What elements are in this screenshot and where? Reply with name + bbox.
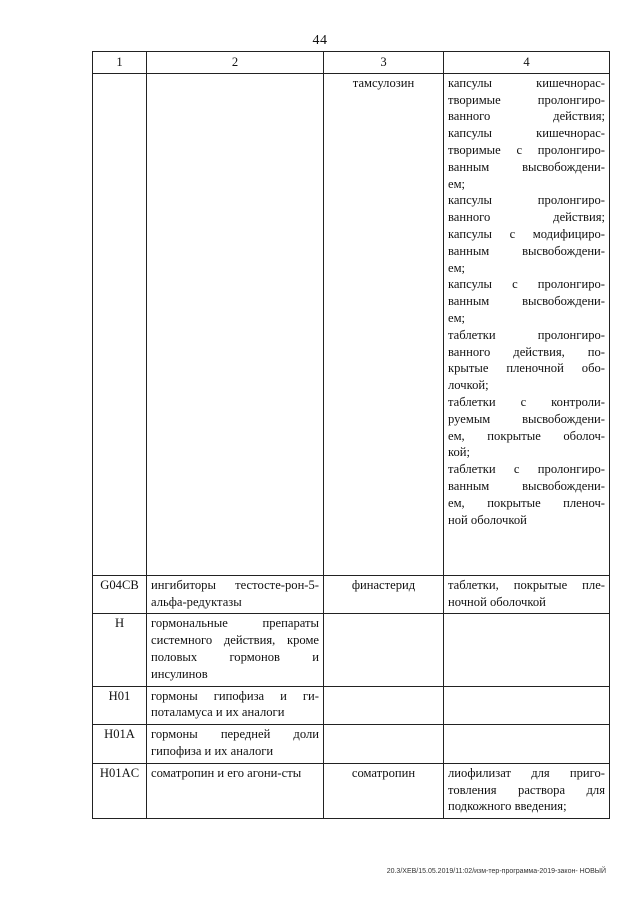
dosage-form-line: таблетки, покрытые пле- [448,577,605,592]
dosage-form-line: ванным высвобождени- [448,294,605,309]
table-row [93,763,610,818]
dosage-form-line: руемым высвобождени- [448,411,605,426]
header-col-2: 2 [147,52,324,74]
dosage-forms-cell [444,614,610,686]
dosage-form-line: капсулы пролонгиро- [448,193,605,208]
atc-code-cell: H01 [93,686,147,725]
drug-name-cell: финастерид [324,575,444,614]
dosage-form-line: капсулы кишечнорас- [448,126,605,141]
anatomic-group-cell: ингибиторы тестосте-рон-5-альфа-редуктазы [147,575,324,614]
anatomic-group-cell: гормоны передней доли гипофиза и их аналоги [147,725,324,764]
table-row [93,614,610,686]
dosage-forms-cell [444,725,610,764]
dosage-form-line: подкожного введения; [448,799,567,814]
drug-name-cell [324,686,444,725]
atc-code-cell: H [93,614,147,686]
dosage-form-line: ванного действия, по- [448,344,605,359]
table-body [93,73,610,818]
table-row [93,575,610,614]
dosage-form-line: лиофилизат для приго- [448,765,605,780]
page-number: 44 [312,33,328,48]
dosage-form-line: ем, покрытые оболоч- [448,428,605,443]
dosage-form-line: таблетки с контроли- [448,394,605,409]
drug-name-cell [324,725,444,764]
drug-name-cell [324,614,444,686]
anatomic-group-cell: гормоны гипофиза и ги-поталамуса и их аналоги [147,686,324,725]
dosage-form-line: ем; [448,176,466,191]
dosage-form-line: ем, покрытые пленоч- [448,495,605,510]
dosage-form-line: ванным высвобождени- [448,478,605,493]
dosage-forms-cell [444,73,610,575]
drug-table [92,51,610,819]
dosage-form-line: ем; [448,310,466,325]
table-row [93,725,610,764]
dosage-forms-cell [444,686,610,725]
dosage-form-line: ночной оболочкой [448,594,546,609]
header-col-3: 3 [324,52,444,74]
dosage-form-line: ванным высвобождени- [448,243,605,258]
header-col-4: 4 [444,52,610,74]
atc-code-cell: G04CB [93,575,147,614]
atc-code-cell: H01A [93,725,147,764]
dosage-form-line: творимые пролонгиро- [448,92,605,107]
dosage-form-line: ем; [448,260,466,275]
dosage-form-line: ванного действия; [448,210,605,225]
dosage-form-line: таблетки с пролонгиро- [448,462,605,477]
anatomic-group-cell [147,73,324,575]
dosage-forms-cell [444,763,610,818]
dosage-form-line: ванного действия; [448,109,605,124]
table-header [93,52,610,74]
dosage-form-line: капсулы кишечнорас- [448,75,605,90]
dosage-form-line: ванным высвобождени- [448,159,605,174]
dosage-form-line: товления раствора для [448,782,605,797]
dosage-form-line: ной оболочкой [448,512,527,527]
drug-name-cell: соматропин [324,763,444,818]
dosage-form-line: творимые с пролонгиро- [448,142,605,157]
atc-code-cell: H01AC [93,763,147,818]
table-row [93,73,610,575]
footer-stamp: 20.3/ХЕВ/15.05.2019/11:02/изм-тер-программа-2019-закон- НОВЫЙ [386,868,606,875]
anatomic-group-cell: соматропин и его агони-сты [147,763,324,818]
anatomic-group-cell: гормональные препараты системного действия, кроме половых гормонов и инсулинов [147,614,324,686]
dosage-form-line: капсулы с пролонгиро- [448,277,605,292]
dosage-form-line: крытые пленочной обо- [448,361,605,376]
dosage-form-line: лочкой; [448,378,489,393]
atc-code-cell [93,73,147,575]
drug-name-cell: тамсулозин [324,73,444,575]
dosage-forms-cell [444,575,610,614]
dosage-form-line: таблетки пролонгиро- [448,327,605,342]
dosage-form-line: капсулы с модифициро- [448,226,605,241]
header-col-1: 1 [93,52,147,74]
table-row [93,686,610,725]
dosage-form-line: кой; [448,445,471,460]
